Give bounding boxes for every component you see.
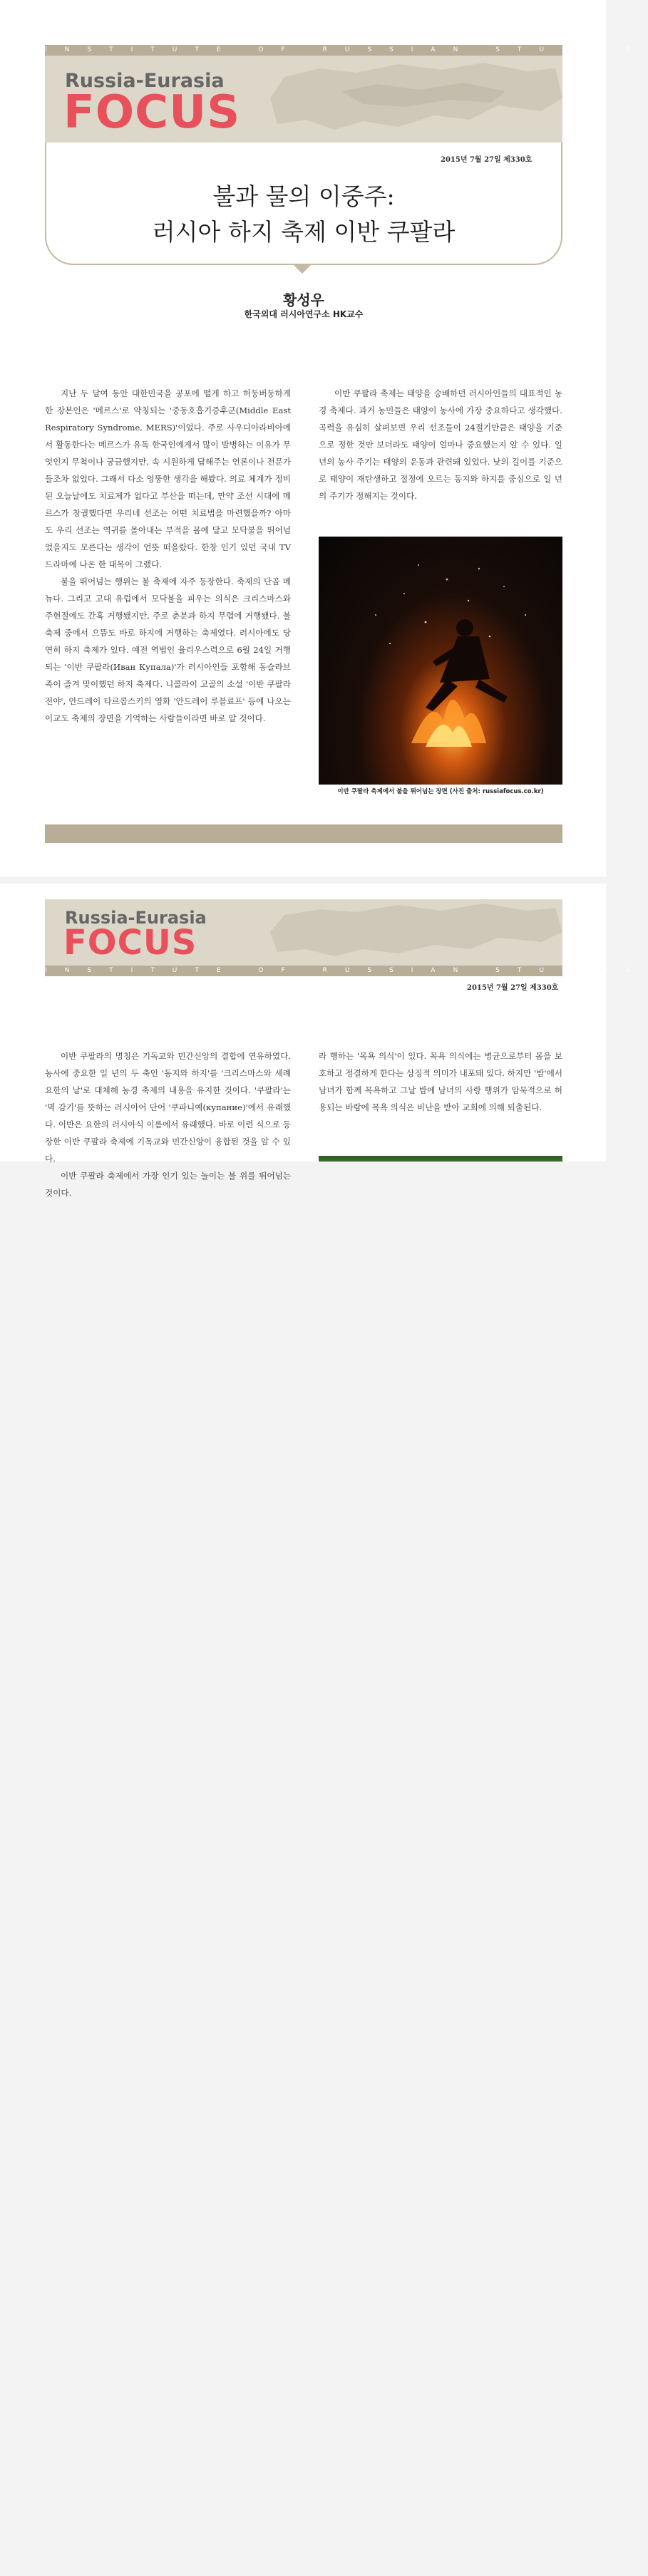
- article-column-left: [45, 385, 291, 727]
- title-box-notch: [292, 264, 312, 274]
- issue-date: 2015년 7월 27일 제330호: [441, 156, 533, 164]
- world-map-graphic: [256, 56, 562, 143]
- bonfire-photo: [319, 537, 562, 785]
- institute-text: INSTITUTE OF RUSSIAN STUDIES: [45, 46, 648, 53]
- title-line-2: 러시아 하지 축제 이반 쿠팔라: [152, 218, 456, 246]
- page-2: [0, 884, 648, 1198]
- article-column-right: [319, 1048, 562, 1116]
- article-column-right: [319, 385, 562, 505]
- issue-date: 2015년 7월 27일 제330호: [467, 984, 559, 992]
- article-column-left: [45, 1048, 291, 1201]
- brand-focus: FOCUS: [63, 923, 197, 963]
- institute-text: INSTITUTE OF RUSSIAN STUDIES: [45, 967, 648, 974]
- jumping-figure-graphic: [319, 537, 562, 785]
- brand-russia-eurasia: Russia-Eurasia: [65, 70, 225, 92]
- author-name: 황성우: [283, 291, 324, 309]
- world-map-graphic: [256, 899, 562, 966]
- paragraph: 이반 쿠팔라 축제에서 가장 인기 있는 놀이는 불 위를 뛰어넘는 것이다.: [45, 1171, 291, 1198]
- brand-focus: FOCUS: [63, 86, 241, 139]
- institute-strip: [45, 45, 648, 56]
- page-1: [0, 0, 648, 876]
- masthead-banner: [45, 899, 562, 966]
- page-footer-bar: [45, 824, 562, 843]
- photo-caption: 이반 쿠팔라 축제에서 불을 뛰어넘는 장면 (사진 출처: russiafocus.co.kr): [337, 788, 544, 795]
- forest-photo: [319, 1156, 562, 1162]
- paragraph: 이반 쿠팔라의 명칭은 기독교와 민간신앙의 결합에 연유하였다. 농사에 중요한 일 년의 두 축인 '동지와 하지'를 '크리스마스와 세례요한의 날'로 대체해 농경 축제의 내용을 유지한 것이다. '쿠팔라'는 '멱 감기'를 뜻하는 러시아어 단어 '쿠파니예(купание)'에서 유래했다. 이반은 요한의 러시아식 이름에서 유래했다. 바로 이런 식으로 등장한 이반 쿠팔라 축제에 기독교와 민간신앙이 융합된 것을 알 수 있다.: [45, 1051, 291, 1164]
- brand-russia-eurasia: Russia-Eurasia: [65, 908, 207, 928]
- title-line-1: 불과 물의 이중주:: [212, 182, 395, 210]
- paragraph: 지난 두 달여 동안 대한민국을 공포에 떨게 하고 허둥버둥하게 한 장본인은 '메르스'로 약칭되는 '중동호흡기증후군(Middle East Respiratory Syndrome, MERS)'이었다. 주로 사우디아라비아에서 활동한다는 메르스가 유독 한국인에게서 많이 발병하는 이유가 무엇인지 무척이나 궁금했지만, 속 시원하게 답해주는 언론이나 전문가들조차 없었다. 그래서 다소 엉뚱한 생각을 해봤다. 의료 체계가 정비된 오늘날에도 치료제가 없다고 부산을 떠는데, 만약 조선 시대에 메르스가 창궐했다면 우리네 선조는 어떤 치료법을 마련했을까? 아마도 우리 선조는 역귀를 몰아내는 부적을 몸에 달고 모닥불을 뛰어넘었을지도 모른다는 생각이 언뜻 떠올랐다. 한창 인기 있던 국내 TV 드라마에 나온 한 대목이 그랬다.: [45, 388, 291, 569]
- paragraph: 불을 뛰어넘는 행위는 불 축제에 자주 등장한다. 축제의 단골 메뉴다. 그리고 고대 유럽에서 모닥불을 피우는 의식은 크리스마스와 주현절에도 간혹 거행됐지만, 주로 춘분과 하지 무렵에 거행됐다. 불 축제 중에서 으뜸도 바로 하지에 거행하는 축제였다. 러시아에도 당연히 하지 축제가 있다. 예전 역법인 율리우스력으로 6월 24일 거행되는 '이반 쿠팔라(Иван Купала)'가 러시아인들 포함해 동슬라브족이 즐겨 맞이했던 하지 축제다. 니콜라이 고골의 소설 '이반 쿠팔라 전야', 안드레이 타르콥스키의 영화 '안드레이 루블료프' 등에 나오는 이교도 축제의 장면을 기억하는 사람들이라면 바로 알 것이다.: [45, 576, 291, 723]
- institute-strip: [45, 966, 648, 976]
- masthead-banner: [45, 56, 562, 143]
- paragraph: 라 행하는 '목욕 의식'이 있다. 목욕 의식에는 병균으로부터 몸을 보호하고 정결하게 한다는 상징적 의미가 내포돼 있다. 하지만 '밤'에서 남녀가 함께 목욕하고 그날 밤에 남녀의 사랑 행위가 암묵적으로 허용되는 바람에 목욕 의식은 비난을 받아 교회에 의해 퇴출된다.: [319, 1051, 562, 1112]
- author-affiliation: 한국외대 러시아연구소 HK교수: [244, 309, 364, 319]
- paragraph: 이반 쿠팔라 축제는 태양을 숭배하던 러시아인들의 대표적인 농경 축제다. 과거 농민들은 태양이 농사에 가장 중요하다고 생각했다. 곡력을 유심히 살펴보면 우리 선조들이 24절기만큼은 태양을 기준으로 정한 것만 보더라도 태양이 얼마나 중요했는지 알 수 있다. 일 년의 농사 주기는 태양의 운동과 관련돼 있었다. 낮의 길이를 기준으로 태양이 재탄생하고 절정에 오르는 동지와 하지를 중심으로 일 년의 주기가 정해지는 것이다.: [319, 388, 562, 501]
